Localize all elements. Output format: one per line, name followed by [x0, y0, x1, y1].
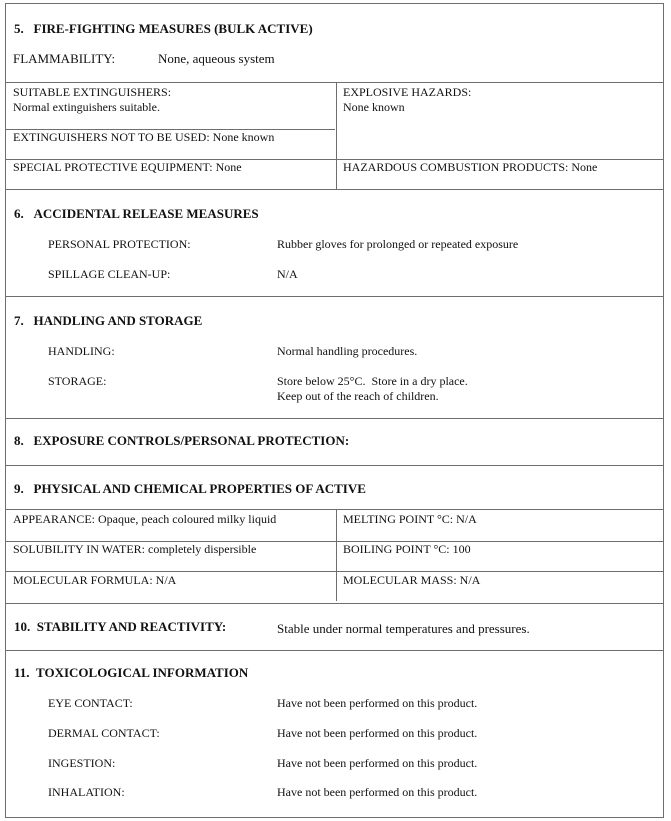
section-6-heading: 6. ACCIDENTAL RELEASE MEASURES [14, 206, 259, 221]
section-5-column-divider [336, 82, 337, 190]
explosive-hazards-value: None known [343, 100, 405, 114]
storage-value-line-2: Keep out of the reach of children. [277, 389, 439, 403]
molecular-mass: MOLECULAR MASS: N/A [343, 573, 481, 587]
storage-label: STORAGE: [48, 374, 107, 388]
section-9-divider-1 [6, 509, 663, 510]
solubility: SOLUBILITY IN WATER: completely dispersible [13, 542, 257, 556]
spillage-label: SPILLAGE CLEAN-UP: [48, 267, 171, 281]
eye-contact-value: Have not been performed on this product. [277, 696, 478, 710]
storage-value-line-1: Store below 25°C. Store in a dry place. [277, 374, 468, 388]
section-7 [5, 296, 664, 419]
section-8 [5, 418, 664, 466]
dermal-contact-label: DERMAL CONTACT: [48, 726, 160, 740]
suitable-extinguishers-label: SUITABLE EXTINGUISHERS: [13, 85, 172, 99]
section-11-heading: 11. TOXICOLOGICAL INFORMATION [14, 665, 249, 680]
special-protective-equipment: SPECIAL PROTECTIVE EQUIPMENT: None [13, 160, 242, 174]
section-8-heading: 8. EXPOSURE CONTROLS/PERSONAL PROTECTION: [14, 433, 350, 448]
eye-contact-label: EYE CONTACT: [48, 696, 133, 710]
flammability-value: None, aqueous system [158, 51, 275, 66]
section-6 [5, 189, 664, 297]
flammability-label: FLAMMABILITY: [13, 51, 116, 66]
inhalation-value: Have not been performed on this product. [277, 785, 478, 799]
ingestion-value: Have not been performed on this product. [277, 756, 478, 770]
molecular-formula: MOLECULAR FORMULA: N/A [13, 573, 177, 587]
appearance: APPEARANCE: Opaque, peach coloured milky liquid [13, 512, 277, 526]
section-9-column-divider [336, 509, 337, 601]
section-7-heading: 7. HANDLING AND STORAGE [14, 313, 203, 328]
melting-point: MELTING POINT °C: N/A [343, 512, 477, 526]
section-9-heading: 9. PHYSICAL AND CHEMICAL PROPERTIES OF ACTIVE [14, 481, 366, 496]
section-10 [5, 603, 664, 651]
personal-protection-value: Rubber gloves for prolonged or repeated exposure [277, 237, 519, 251]
section-5-divider [6, 82, 663, 83]
section-5-heading: 5. FIRE-FIGHTING MEASURES (BULK ACTIVE) [14, 21, 313, 36]
section-11 [5, 650, 664, 818]
section-5 [5, 3, 664, 190]
spillage-value: N/A [277, 267, 298, 281]
hazardous-combustion-products: HAZARDOUS COMBUSTION PRODUCTS: None [343, 160, 598, 174]
section-9 [5, 465, 664, 604]
suitable-extinguishers-value: Normal extinguishers suitable. [13, 100, 160, 114]
boiling-point: BOILING POINT °C: 100 [343, 542, 471, 556]
handling-value: Normal handling procedures. [277, 344, 418, 358]
inhalation-label: INHALATION: [48, 785, 125, 799]
explosive-hazards-label: EXPLOSIVE HAZARDS: [343, 85, 472, 99]
extinguishers-not-used: EXTINGUISHERS NOT TO BE USED: None known [13, 130, 275, 144]
ingestion-label: INGESTION: [48, 756, 116, 770]
stability-value: Stable under normal temperatures and pressures. [277, 621, 530, 636]
dermal-contact-value: Have not been performed on this product. [277, 726, 478, 740]
personal-protection-label: PERSONAL PROTECTION: [48, 237, 191, 251]
handling-label: HANDLING: [48, 344, 115, 358]
section-10-heading: 10. STABILITY AND REACTIVITY: [14, 619, 227, 634]
section-9-divider-3 [6, 571, 663, 572]
